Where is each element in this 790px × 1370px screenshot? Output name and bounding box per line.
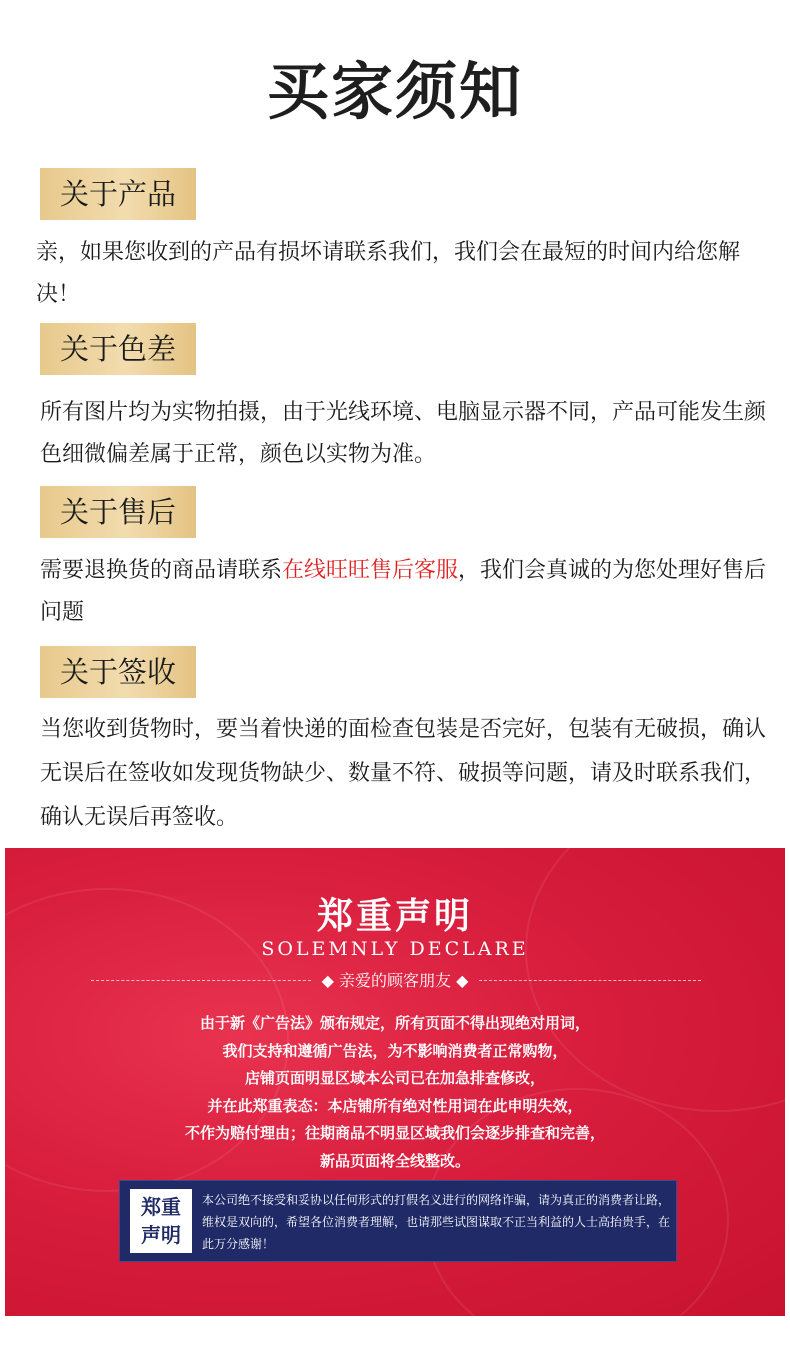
aftersale-text-after: ，我们会真诚的为您处理好售后问题: [40, 558, 767, 625]
declaration-line: 新品页面将全线整改。: [319, 1151, 470, 1170]
aftersale-text-before: 需要退换货的商品请联系: [40, 558, 283, 583]
declaration-subtitle: SOLEMNLY DECLARE: [261, 938, 529, 960]
section-text-aftersale: [40, 550, 770, 634]
section-tag-signing: 关于签收: [40, 646, 196, 698]
section-text-signing: 当您收到货物时，要当着快递的面检查包装是否完好，包装有无破损，确认无误后在签收如发现货物缺少、数量不符、破损等问题，请及时联系我们，确认无误后再签收。: [40, 717, 767, 830]
declaration-greeting: ◆ 亲爱的顾客朋友 ◆: [321, 971, 469, 990]
section-tag-color: 关于色差: [40, 323, 196, 375]
declaration-line: 并在此郑重表态：本店铺所有绝对性用词在此申明失效，: [207, 1096, 583, 1115]
badge-line: 郑重: [141, 1195, 181, 1219]
section-tag-product: 关于产品: [40, 168, 196, 220]
declaration-badge: [130, 1189, 192, 1253]
section-tag-aftersale: 关于售后: [40, 486, 196, 538]
section-text-product: 亲，如果您收到的产品有损坏请联系我们，我们会在最短的时间内给您解决！: [36, 240, 741, 307]
declaration-line: 店铺页面明显区域本公司已在加急排查修改，: [244, 1069, 545, 1087]
declaration-banner: [5, 848, 785, 1316]
anti-fraud-text: 本公司绝不接受和妥协以任何形式的打假名义进行的网络诈骗，请为真正的消费者让路，维权是双向的，希望各位消费者理解，也请那些试图谋取不正当利益的人士高抬贵手，在此万分感谢！: [202, 1193, 671, 1251]
declaration-line: 我们支持和遵循广告法，为不影响消费者正常购物，: [222, 1041, 568, 1060]
declaration-title: 郑重声明: [316, 896, 473, 937]
section-text-color: 所有图片均为实物拍摄，由于光线环境、电脑显示器不同，产品可能发生颜色细微偏差属于正常，颜色以实物为准。: [40, 400, 767, 467]
declaration-body: [5, 1010, 785, 1175]
anti-fraud-notice: [119, 1180, 677, 1262]
declaration-line: 由于新《广告法》颁布规定，所有页面不得出现绝对用词，: [199, 1014, 590, 1032]
declaration-line: 不作为赔付理由；往期商品不明显区域我们会逐步排查和完善，: [184, 1124, 605, 1142]
page-title: 买家须知: [266, 55, 523, 128]
aftersale-service-link[interactable]: 在线旺旺售后客服: [282, 558, 459, 583]
badge-line: 声明: [141, 1223, 181, 1247]
